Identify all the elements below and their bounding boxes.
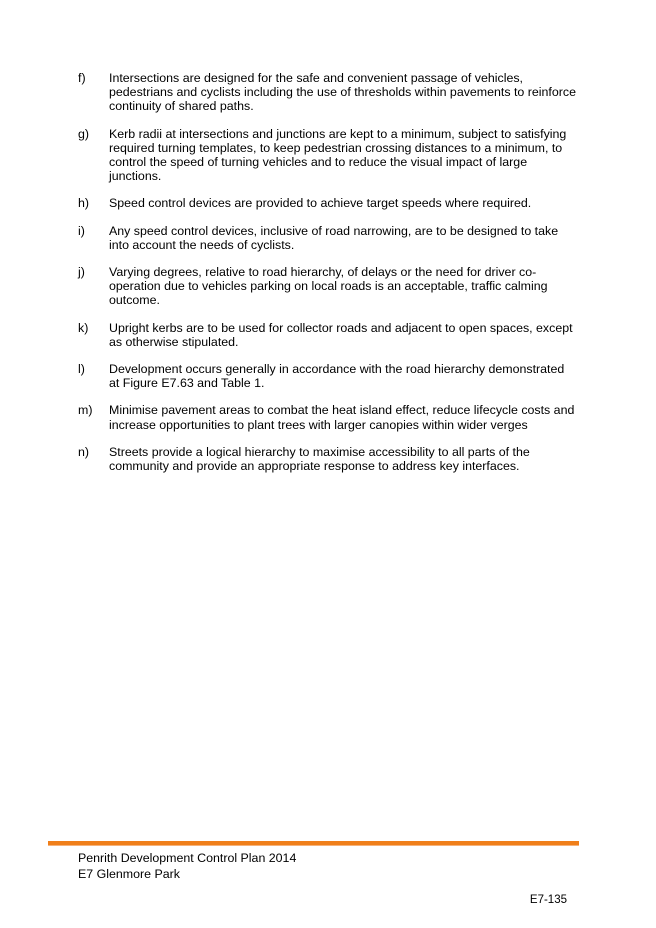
clause-list bbox=[78, 71, 578, 486]
clause-l bbox=[78, 362, 578, 390]
clause-h bbox=[78, 196, 578, 210]
clause-letter: h) bbox=[78, 196, 90, 211]
clause-letter: i) bbox=[78, 223, 85, 238]
footer-document-title: Penrith Development Control Plan 2014 bbox=[78, 851, 297, 865]
clause-f bbox=[78, 71, 578, 114]
clause-n bbox=[78, 445, 578, 473]
clause-text: Speed control devices are provided to achieve target speeds where required. bbox=[109, 196, 532, 211]
footer-divider bbox=[48, 841, 579, 845]
clause-letter: k) bbox=[78, 320, 89, 335]
clause-letter: n) bbox=[78, 444, 90, 459]
clause-m bbox=[78, 403, 578, 431]
clause-g bbox=[78, 127, 578, 184]
clause-text: Intersections are designed for the safe and convenient passage of vehicles, pedestrians and cyclists including the use of thresholds within pavements to reinforce continuity of shared paths. bbox=[109, 71, 576, 114]
clause-letter: f) bbox=[78, 71, 86, 85]
clause-letter: g) bbox=[78, 126, 90, 141]
clause-text: Upright kerbs are to be used for collector roads and adjacent to open spaces, except as otherwise stipulated. bbox=[109, 320, 573, 349]
clause-i bbox=[78, 224, 578, 252]
page-number: E7-135 bbox=[529, 894, 567, 906]
clause-letter: j) bbox=[78, 265, 85, 280]
clause-text: Any speed control devices, inclusive of road narrowing, are to be designed to take into account the needs of cyclists. bbox=[109, 223, 559, 252]
clause-text: Streets provide a logical hierarchy to maximise accessibility to all parts of the community and provide an appropriate response to address key interfaces. bbox=[109, 444, 530, 474]
clause-text: Development occurs generally in accordance with the road hierarchy demonstrated at Figure E7.63 and Table 1. bbox=[109, 362, 565, 391]
footer-section-name: E7 Glenmore Park bbox=[78, 867, 180, 881]
clause-text: Kerb radii at intersections and junctions are kept to a minimum, subject to satisfying required turning templates, to keep pedestrian crossing distances to a minimum, to control the speed of turning vehicles and to reduce the visual impact of large junctions. bbox=[109, 126, 567, 184]
clause-text: Varying degrees, relative to road hierarchy, of delays or the need for driver co-operation due to vehicles parking on local roads is an acceptable, traffic calming outcome. bbox=[109, 265, 548, 308]
clause-text: Minimise pavement areas to combat the heat island effect, reduce lifecycle costs and increase opportunities to plant trees with larger canopies within wider verges bbox=[109, 403, 575, 432]
clause-letter: l) bbox=[78, 362, 85, 377]
clause-k bbox=[78, 321, 578, 349]
clause-letter: m) bbox=[78, 403, 93, 418]
clause-j bbox=[78, 265, 578, 308]
